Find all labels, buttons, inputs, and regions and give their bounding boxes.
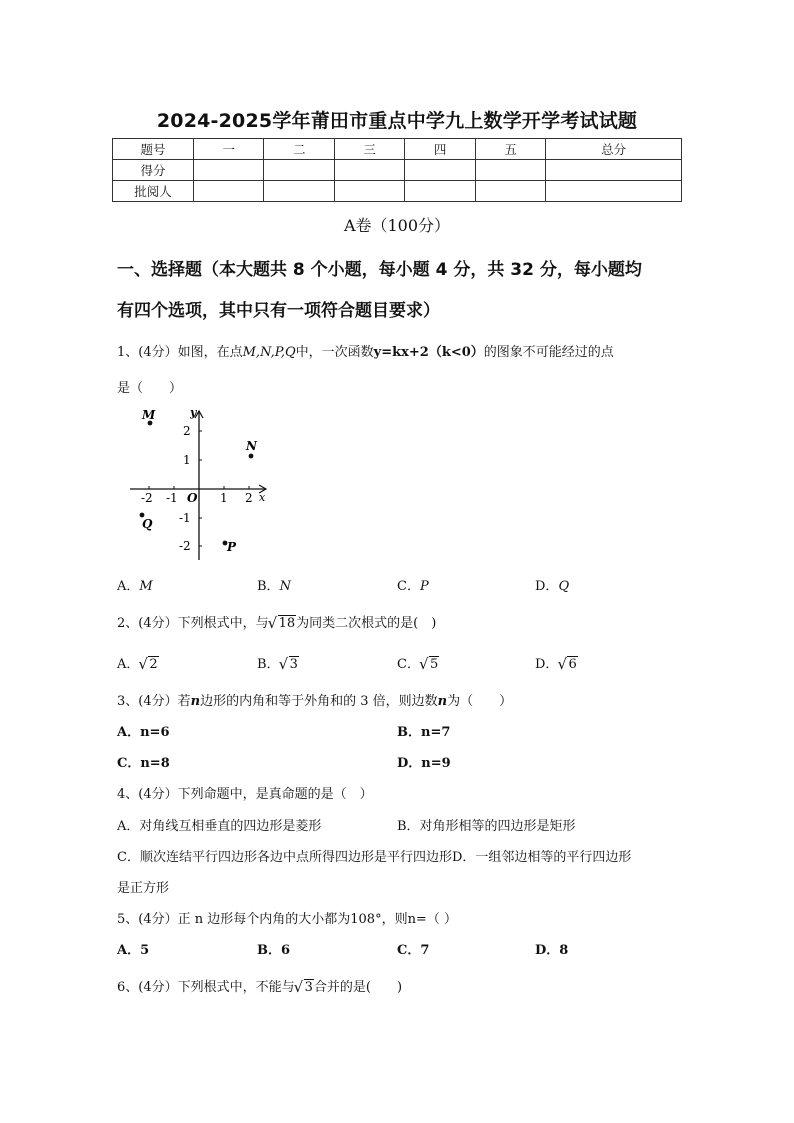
coordinate-graph — [125, 402, 275, 564]
table-cell[interactable] — [546, 160, 682, 181]
table-cell[interactable] — [264, 181, 334, 202]
q3-option-c[interactable]: C．n=8 — [117, 756, 170, 771]
point-n — [249, 454, 254, 459]
x-tick-label: -2 — [141, 491, 153, 505]
x-tick-label: 2 — [245, 491, 253, 505]
table-cell[interactable] — [405, 160, 475, 181]
table-cell[interactable] — [194, 181, 264, 202]
x-tick-label: 1 — [220, 491, 228, 505]
score-table — [112, 138, 682, 202]
question-4: 4、(4分）下列命题中，是真命题的是（ ） — [117, 787, 373, 802]
table-cell[interactable] — [334, 160, 404, 181]
table-cell: 总分 — [546, 139, 682, 160]
q1-option-b[interactable]: B．N — [257, 579, 291, 594]
q2-option-b[interactable]: B．√ 3 — [257, 653, 299, 672]
radical: √ 3 — [295, 980, 314, 995]
table-cell: 二 — [264, 139, 334, 160]
table-cell[interactable] — [334, 181, 404, 202]
table-cell: 批阅人 — [113, 181, 194, 202]
section-heading-a: A卷（100分） — [343, 216, 451, 235]
page-title: 2024-2025学年莆田市重点中学九上数学开学考试试题 — [156, 110, 638, 132]
table-cell: 一 — [194, 139, 264, 160]
table-cell: 得分 — [113, 160, 194, 181]
x-axis-label: x — [259, 491, 266, 504]
question-6: 6、(4分）下列根式中，不能与√ 3合并的是( ) — [117, 976, 402, 995]
table-cell[interactable] — [264, 160, 334, 181]
q3-option-b[interactable]: B．n=7 — [397, 725, 451, 740]
point-q-label: Q — [142, 517, 153, 531]
q5-option-a[interactable]: A．5 — [117, 943, 150, 958]
question-5: 5、(4分）正 n 边形每个内角的大小都为108°，则n=（ ） — [117, 912, 457, 927]
question-2: 2、(4分）下列根式中，与√ 18为同类二次根式的是( ) — [117, 612, 436, 631]
x-tick-label: -1 — [166, 491, 178, 505]
origin-label: O — [187, 491, 198, 505]
table-cell: 三 — [334, 139, 404, 160]
point-p-label: P — [227, 540, 237, 554]
y-tick-label: -1 — [179, 511, 191, 525]
section-title-line1: 一、选择题（本大题共 8 个小题，每小题 4 分，共 32 分，每小题均 — [117, 260, 642, 280]
q3-option-a[interactable]: A．n=6 — [117, 725, 170, 740]
y-axis-label: y — [190, 406, 197, 419]
point-n-label: N — [246, 439, 257, 453]
question-1: 1、(4分）如图，在点M,N,P,Q中，一次函数y=kx+2（k<0）的图象不可能经过的点 — [117, 345, 614, 360]
q3-option-d[interactable]: D．n=9 — [397, 756, 451, 771]
q4-option-cd[interactable]: C．顺次连结平行四边形各边中点所得四边形是平行四边形D．一组邻边相等的平行四边形 — [117, 850, 632, 865]
table-cell[interactable] — [194, 160, 264, 181]
table-cell[interactable] — [546, 181, 682, 202]
y-tick-label: -2 — [179, 539, 191, 553]
q5-option-c[interactable]: C．7 — [397, 943, 430, 958]
table-cell: 四 — [405, 139, 475, 160]
q4-option-cd-cont: 是正方形 — [117, 881, 170, 896]
question-1-line2: 是（ ） — [117, 381, 183, 396]
table-row — [113, 181, 682, 202]
q4-option-a[interactable]: A．对角线互相垂直的四边形是菱形 — [117, 819, 322, 834]
q1-option-d[interactable]: D．Q — [535, 579, 570, 594]
q2-option-c[interactable]: C．√ 5 — [397, 653, 439, 672]
score-table-header — [113, 139, 682, 160]
radical: √ 18 — [269, 616, 297, 631]
table-cell: 五 — [475, 139, 545, 160]
table-cell: 题号 — [113, 139, 194, 160]
point-m-label: M — [142, 408, 156, 422]
y-tick-label: 1 — [183, 453, 191, 467]
q5-option-b[interactable]: B．6 — [257, 943, 291, 958]
y-tick-label: 2 — [183, 424, 191, 438]
table-cell[interactable] — [475, 160, 545, 181]
q2-option-a[interactable]: A．√ 2 — [117, 653, 159, 672]
q5-option-d[interactable]: D．8 — [535, 943, 569, 958]
section-title-line2: 有四个选项，其中只有一项符合题目要求） — [117, 301, 440, 321]
point-names: M,N,P,Q — [242, 345, 296, 360]
q4-option-b[interactable]: B．对角形相等的四边形是矩形 — [397, 819, 576, 834]
table-cell[interactable] — [475, 181, 545, 202]
q1-option-a[interactable]: A．M — [117, 579, 153, 594]
q2-option-d[interactable]: D．√ 6 — [535, 653, 578, 672]
question-3: 3、(4分）若n边形的内角和等于外角和的 3 倍，则边数n为（ ） — [117, 694, 513, 709]
q1-option-c[interactable]: C．P — [397, 579, 429, 594]
table-cell[interactable] — [405, 181, 475, 202]
function-expression: y=kx+2（k<0） — [373, 345, 484, 360]
table-row — [113, 160, 682, 181]
